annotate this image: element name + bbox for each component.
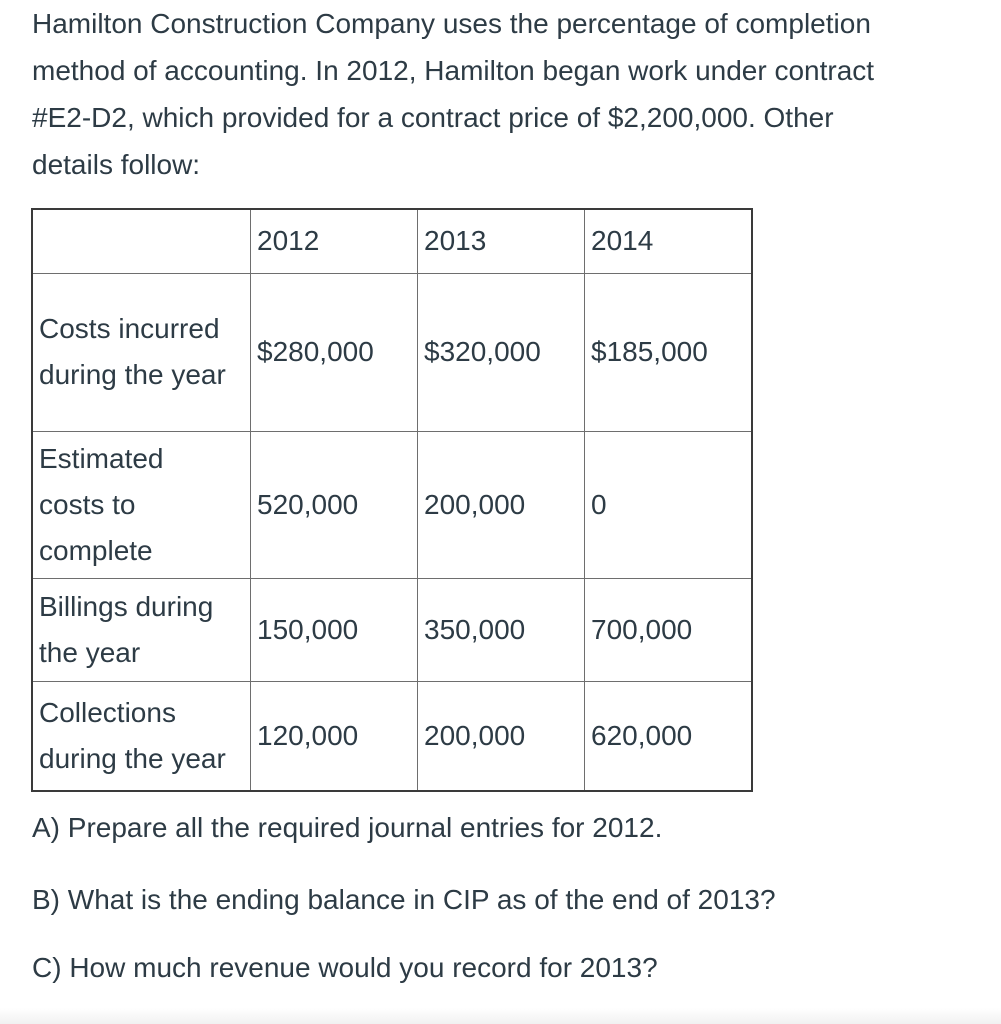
row-label-line: Billings during xyxy=(39,590,214,622)
row-label-line: Estimated xyxy=(39,442,164,474)
header-cell-2013: 2013 xyxy=(418,209,585,273)
intro-line-4: details follow: xyxy=(32,149,201,180)
table-cell: 120,000 xyxy=(251,681,418,791)
table-row xyxy=(32,273,752,431)
table-cell: 350,000 xyxy=(418,578,585,681)
intro-line-3: #E2-D2, which provided for a contract price of $2,200,000. Other xyxy=(32,102,834,133)
table-cell: $320,000 xyxy=(418,273,585,431)
table-cell: 0 xyxy=(585,431,753,578)
table-cell: 150,000 xyxy=(251,578,418,681)
table-cell: 620,000 xyxy=(585,681,753,791)
table-row xyxy=(32,681,752,791)
row-label-collections xyxy=(32,681,251,791)
table-cell: 200,000 xyxy=(418,681,585,791)
table-row xyxy=(32,578,752,681)
row-label-line: Collections xyxy=(39,696,176,728)
table-cell: $185,000 xyxy=(585,273,753,431)
question-c: C) How much revenue would you record for 2013? xyxy=(32,952,658,983)
problem-statement xyxy=(32,0,982,188)
table-cell: 520,000 xyxy=(251,431,418,578)
table-header-row xyxy=(32,209,752,273)
intro-line-1: Hamilton Construction Company uses the percentage of completion xyxy=(32,8,871,39)
row-label-line: complete xyxy=(39,534,153,566)
question-b: B) What is the ending balance in CIP as of the end of 2013? xyxy=(32,884,776,915)
table-cell: 700,000 xyxy=(585,578,753,681)
row-label-line: during the year xyxy=(39,359,226,390)
row-label-billings xyxy=(32,578,251,681)
row-label-estimated-costs xyxy=(32,431,251,578)
row-label-line: the year xyxy=(39,636,141,668)
intro-line-2: method of accounting. In 2012, Hamilton began work under contract xyxy=(32,55,875,86)
row-label-line: during the year xyxy=(39,742,226,774)
bottom-divider xyxy=(0,1008,1001,1024)
header-cell-2012: 2012 xyxy=(251,209,418,273)
question-a: A) Prepare all the required journal entries for 2012. xyxy=(32,812,663,843)
row-label-line: costs to xyxy=(39,488,136,520)
row-label-costs-incurred xyxy=(32,273,251,431)
table-cell: $280,000 xyxy=(251,273,418,431)
contract-details-table xyxy=(31,208,753,792)
header-cell-empty xyxy=(32,209,251,273)
row-label-line: Costs incurred xyxy=(39,313,220,344)
header-cell-2014: 2014 xyxy=(585,209,753,273)
table-cell: 200,000 xyxy=(418,431,585,578)
table-row xyxy=(32,431,752,578)
